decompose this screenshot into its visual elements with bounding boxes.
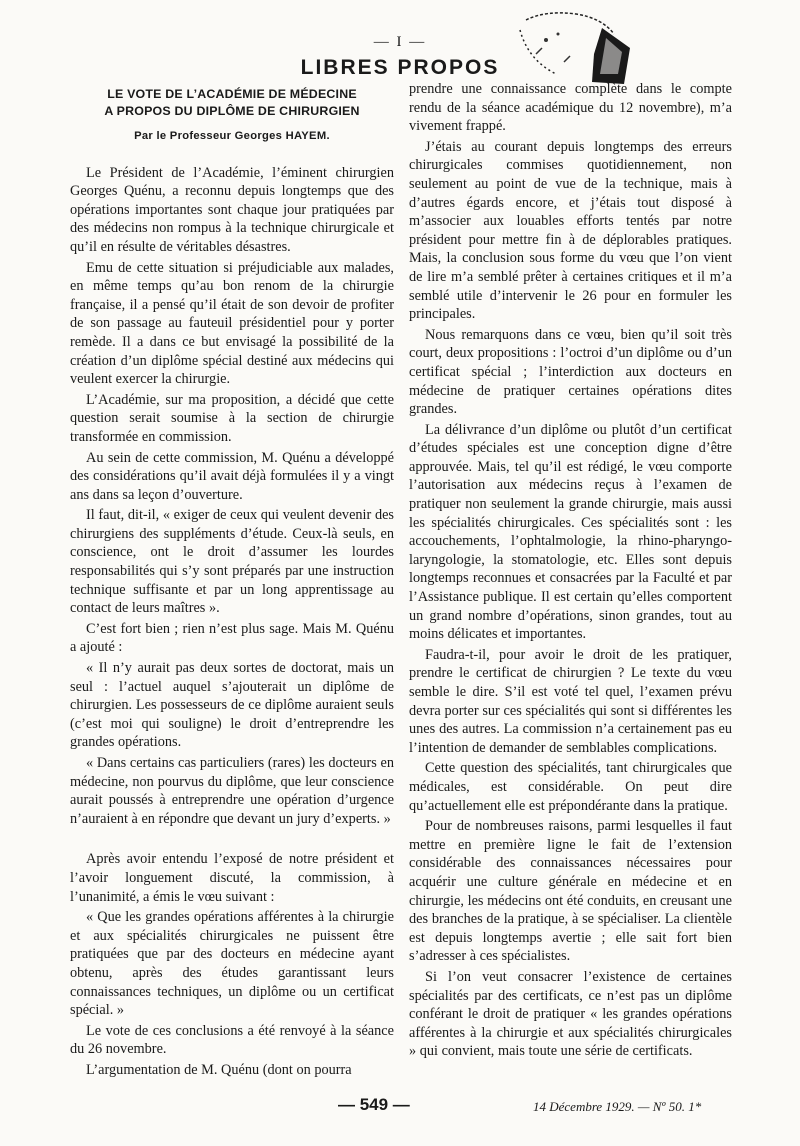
paragraph: Pour de nombreuses raisons, parmi lesquelles il faut mettre en première ligne le fait de l’extension considérable des connaissances nécessaires pour acquérir une culture générale en médecine et en chirurgie, les médecins ont été conduits, en creusant une des branches de la pratique, à se spécialiser. La clientèle est depuis longtemps avertie ; elle sait fort bien s’adresser à ces spécialistes. [409, 818, 732, 965]
paragraph: Le vote de ces conclusions a été renvoyé à la séance du 26 novembre. [70, 1022, 394, 1058]
section-title: LIBRES PROPOS [300, 56, 500, 79]
paragraph: Il faut, dit-il, « exiger de ceux qui veulent devenir des chirurgiens des suppléments d’étude. Ceux-là seuls, en conscience, ont le droit d’assumer les lourdes responsabilités qui s’y sont préparés par une instruction technique suffisante et par un long apprentissage au contact de leurs maîtres ». [70, 507, 394, 617]
paragraph: Après avoir entendu l’exposé de notre président et l’avoir longuement discuté, la commission, à l’unanimité, a émis le vœu suivant : [70, 851, 394, 905]
article-title-line-1: LE VOTE DE L’ACADÉMIE DE MÉDECINE [107, 87, 357, 101]
left-column [70, 80, 394, 1082]
quote-paragraph: « Que les grandes opérations afférentes à la chirurgie et aux spécialités chirurgicales ne puissent être pratiquées que par des docteurs en médecine ayant obtenu, après des études garantissant leurs connaissances techniques, un diplôme ou un certificat spécial. » [70, 909, 394, 1019]
paragraph: Faudra-t-il, pour avoir le droit de les pratiquer, prendre le certificat de chirurgien ? Le texte du vœu semble le dire. S’il est voté tel quel, l’examen prévu devra porter sur ces spécialités qui sont si différentes les unes des autres. La commission n’a certainement pas eu l’intention de demander de semblables complications. [409, 646, 732, 756]
right-column [409, 80, 732, 1063]
section-gap [70, 830, 394, 850]
paragraph: Au sein de cette commission, M. Quénu a développé des considérations qu’il avait déjà formulées il y a vingt ans dans sa leçon d’ouverture. [70, 449, 394, 503]
paragraph: Emu de cette situation si préjudiciable aux malades, en même temps qu’au bon renom de la chirurgie française, il a pensé qu’il était de son devoir de profiter de son passage au fauteuil présidentiel pour y porter remède. Il a dans ce but envisagé la possibilité de la création d’un diplôme spécial destiné aux médecins qui veulent exercer la chirurgie. [70, 259, 394, 388]
paragraph: Si l’on veut consacrer l’existence de certaines spécialités par des certificats, ce n’est pas un diplôme conférant le droit de pratiquer « les grandes opérations afférentes à la chirurgie et aux spécialités chirurgicales » qui convient, mais toute une série de certificats. [409, 968, 732, 1060]
issue-info: 14 Décembre 1929. — Nº 50. 1* [533, 1099, 702, 1114]
paragraph: La délivrance d’un diplôme ou plutôt d’un certificat d’études spéciales est une conception digne d’être approuvée. Mais, tel qu’il est rédigé, le vœu comporte l’autorisation aux médecins reçus à l’examen de pratiquer non seulement la grande chirurgie, mais aussi les spécialités chirurgicales. Ces spécialités sont : les accouchements, l’ophtalmologie, la rhino-pharyngo-laryngologie, la stomatologie, etc. Elles sont depuis longtemps reconnues et consacrées par la Faculté et par l’Assistance publique. Il est certain qu’elles comportent un grand nombre d’opérations, sinon grandes, tout au moins délicates et importantes. [409, 421, 732, 643]
paragraph: J’étais au courant depuis longtemps des erreurs chirurgicales commises quotidiennement, non seulement au point de vue de la technique, mais à d’autres égards encore, et j’étais tout disposé à m’associer aux louables efforts tentés par notre président pour mettre fin à de déplorables pratiques. Mais, la conclusion sous forme du vœu que l’on vient de lire m’a semblé prêter à certaines critiques et il m’a semblé utile d’intervenir le 26 pour en formuler les principales. [409, 138, 732, 323]
page-number: — 549 — [338, 1095, 410, 1114]
library-stamp-icon [506, 4, 640, 88]
paragraph: Cette question des spécialités, tant chirurgicales que médicales, est considérable. On peut dire qu’actuellement elle est prépondérante dans la pratique. [409, 760, 732, 814]
quote-paragraph: « Il n’y aurait pas deux sortes de doctorat, mais un seul : l’actuel auquel s’ajouterait un diplôme de chirurgien. Les possesseurs de ce diplôme auraient seuls (c’est moi qui souligne) le droit d’entreprendre les grandes opérations. [70, 660, 394, 751]
paragraph: L’argumentation de M. Quénu (dont on pourra [86, 1061, 352, 1078]
article-byline: Par le Professeur Georges HAYEM. [134, 130, 330, 142]
article-title-line-2: A PROPOS DU DIPLÔME DE CHIRURGIEN [104, 104, 360, 118]
paragraph: C’est fort bien ; rien n’est plus sage. Mais M. Quénu a ajouté : [70, 620, 394, 656]
article-title [70, 86, 394, 120]
quote-paragraph: « Dans certains cas particuliers (rares) les docteurs en médecine, non pourvus du diplôme, que leur conscience aurait poussés à entreprendre une opération d’urgence n’auraient à en répondre que devant un jury d’experts. » [70, 755, 394, 827]
page-marker: — I — [373, 34, 427, 50]
paragraph: L’Académie, sur ma proposition, a décidé que cette question serait soumise à la section de chirurgie transformée en commission. [70, 391, 394, 445]
paragraph: Le Président de l’Académie, l’éminent chirurgien Georges Quénu, a reconnu depuis longtemps que des opérations importantes sont chaque jour pratiquées par des médecins non rompus à la technique chirurgicale et qu’il en résulte de véritables désastres. [70, 164, 394, 255]
paragraph: prendre une connaissance complète dans le compte rendu de la séance académique du 12 novembre), m’a vivement frappé. [409, 81, 732, 135]
paragraph: Nous remarquons dans ce vœu, bien qu’il soit très court, deux propositions : l’octroi d’un diplôme ou d’un certificat spécial ; l’interdiction aux docteurs en médecine de pratiquer certaines opérations dites grandes. [409, 326, 732, 418]
